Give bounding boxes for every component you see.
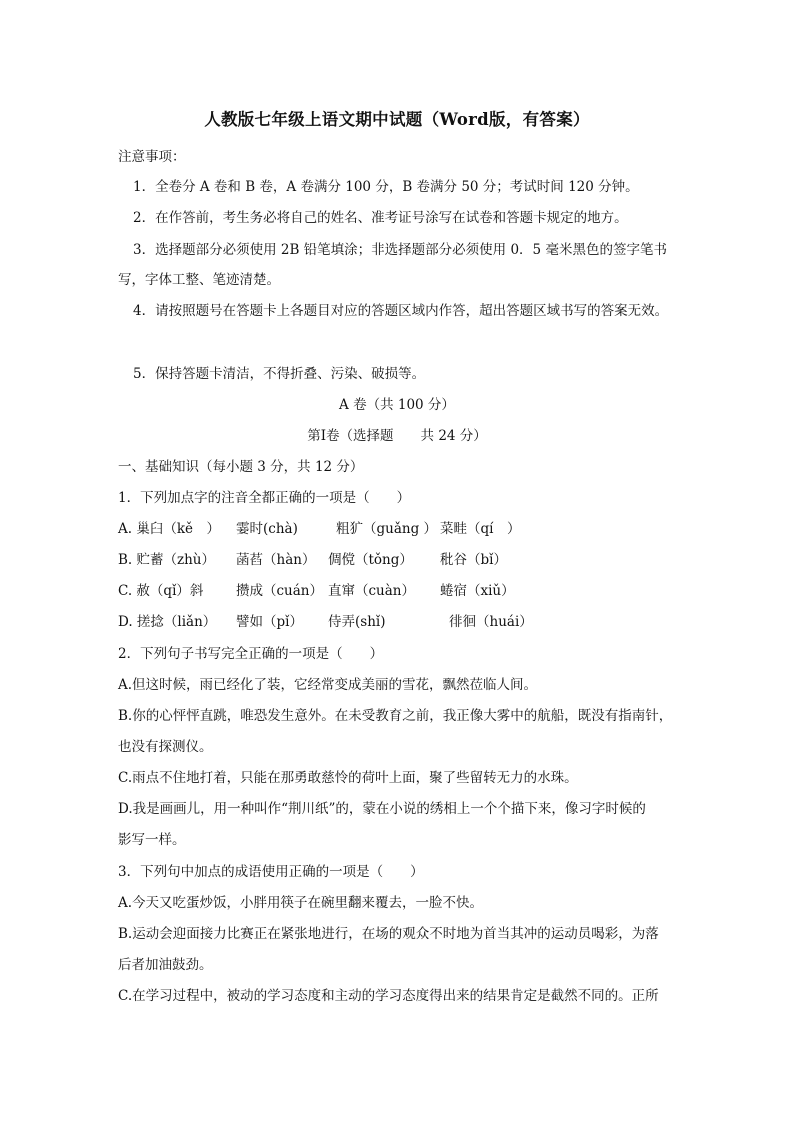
option-term: C. 赦（qǐ）斜: [118, 583, 204, 599]
option-term: 直窜（cuàn）: [328, 583, 415, 599]
question-1-stem: 1．下列加点字的注音全都正确的一项是（ ）: [118, 490, 411, 506]
question-2-stem: 2．下列句子书写完全正确的一项是（ ）: [118, 646, 384, 662]
notice-heading: 注意事项：: [118, 149, 186, 165]
basic-knowledge-heading: 一、基础知识（每小题 3 分，共 12 分）: [118, 459, 364, 475]
question-2-option-d: D.我是画画儿，用一种叫作“荆川纸”的，蒙在小说的绣相上一个个描下来，像习字时候的: [118, 801, 646, 817]
notice-item-5: 5．保持答题卡清洁，不得折叠、污染、破损等。: [133, 366, 426, 382]
option-term: 譬如（pǐ）: [236, 614, 303, 630]
option-term: A. 巢臼（kě ）: [118, 521, 221, 537]
notice-item-3-continued: 写，字体工整、笔迹清楚。: [118, 272, 280, 288]
notice-item-2: 2．在作答前，考生务必将自己的姓名、准考证号涂写在试卷和答题卡规定的地方。: [133, 210, 628, 226]
question-2-option-a: A.但这时候，雨已经化了装，它经常变成美丽的雪花，飘然莅临人间。: [118, 677, 538, 693]
option-term: 侍弄(shǐ): [328, 614, 386, 630]
option-term: 粗犷（guǎng ）: [336, 521, 438, 537]
option-term: 徘徊（huái）: [449, 614, 533, 630]
option-term: D. 搓捻（liǎn）: [118, 614, 217, 630]
section-a-heading: A 卷（共 100 分）: [339, 397, 455, 413]
option-term: B. 贮蓄（zhù）: [118, 552, 216, 568]
question-3-stem: 3．下列句中加点的成语使用正确的一项是（ ）: [118, 864, 424, 880]
option-term: 攒成（cuán）: [236, 583, 323, 599]
question-2-option-b-continued: 也没有探测仪。: [118, 739, 213, 755]
question-3-option-b-continued: 后者加油鼓劲。: [118, 957, 213, 973]
option-term: 秕谷（bǐ）: [440, 552, 507, 568]
option-term: 菜畦（qí ）: [440, 521, 521, 537]
question-2-option-b: B.你的心怦怦直跳，唯恐发生意外。在未受教育之前，我正像大雾中的航船，既没有指南针，: [118, 708, 673, 724]
question-3-option-a: A.今天又吃蛋炒饭，小胖用筷子在碗里翻来覆去，一脸不快。: [118, 895, 484, 911]
part-1-heading: 第Ⅰ卷（选择题 共 24 分）: [307, 428, 487, 444]
option-term: 蜷宿（xiǔ）: [440, 583, 515, 599]
notice-item-4: 4．请按照题号在答题卡上各题目对应的答题区域内作答，超出答题区域书写的答案无效。: [133, 303, 669, 319]
question-2-option-d-continued: 影写一样。: [118, 832, 186, 848]
option-term: 霎时(chà): [236, 521, 298, 537]
option-term: 倜傥（tǒng）: [328, 552, 413, 568]
question-3-option-c: C.在学习过程中，被动的学习态度和主动的学习态度得出来的结果肯定是截然不同的。正所: [118, 988, 659, 1004]
notice-item-3: 3．选择题部分必须使用 2B 铅笔填涂；非选择题部分必须使用 0．5 毫米黑色的签字笔书: [133, 242, 667, 258]
question-3-option-b: B.运动会迎面接力比赛正在紧张地进行，在场的观众不时地为首当其冲的运动员喝彩，为落: [118, 926, 659, 942]
document-title: 人教版七年级上语文期中试题（Word版，有答案）: [204, 110, 590, 129]
option-term: 菡萏（hàn）: [236, 552, 316, 568]
notice-item-1: 1．全卷分 A 卷和 B 卷，A 卷满分 100 分，B 卷满分 50 分；考试时间 120 分钟。: [133, 179, 639, 195]
question-2-option-c: C.雨点不住地打着，只能在那勇敢慈怜的荷叶上面，聚了些留转无力的水珠。: [118, 770, 578, 786]
